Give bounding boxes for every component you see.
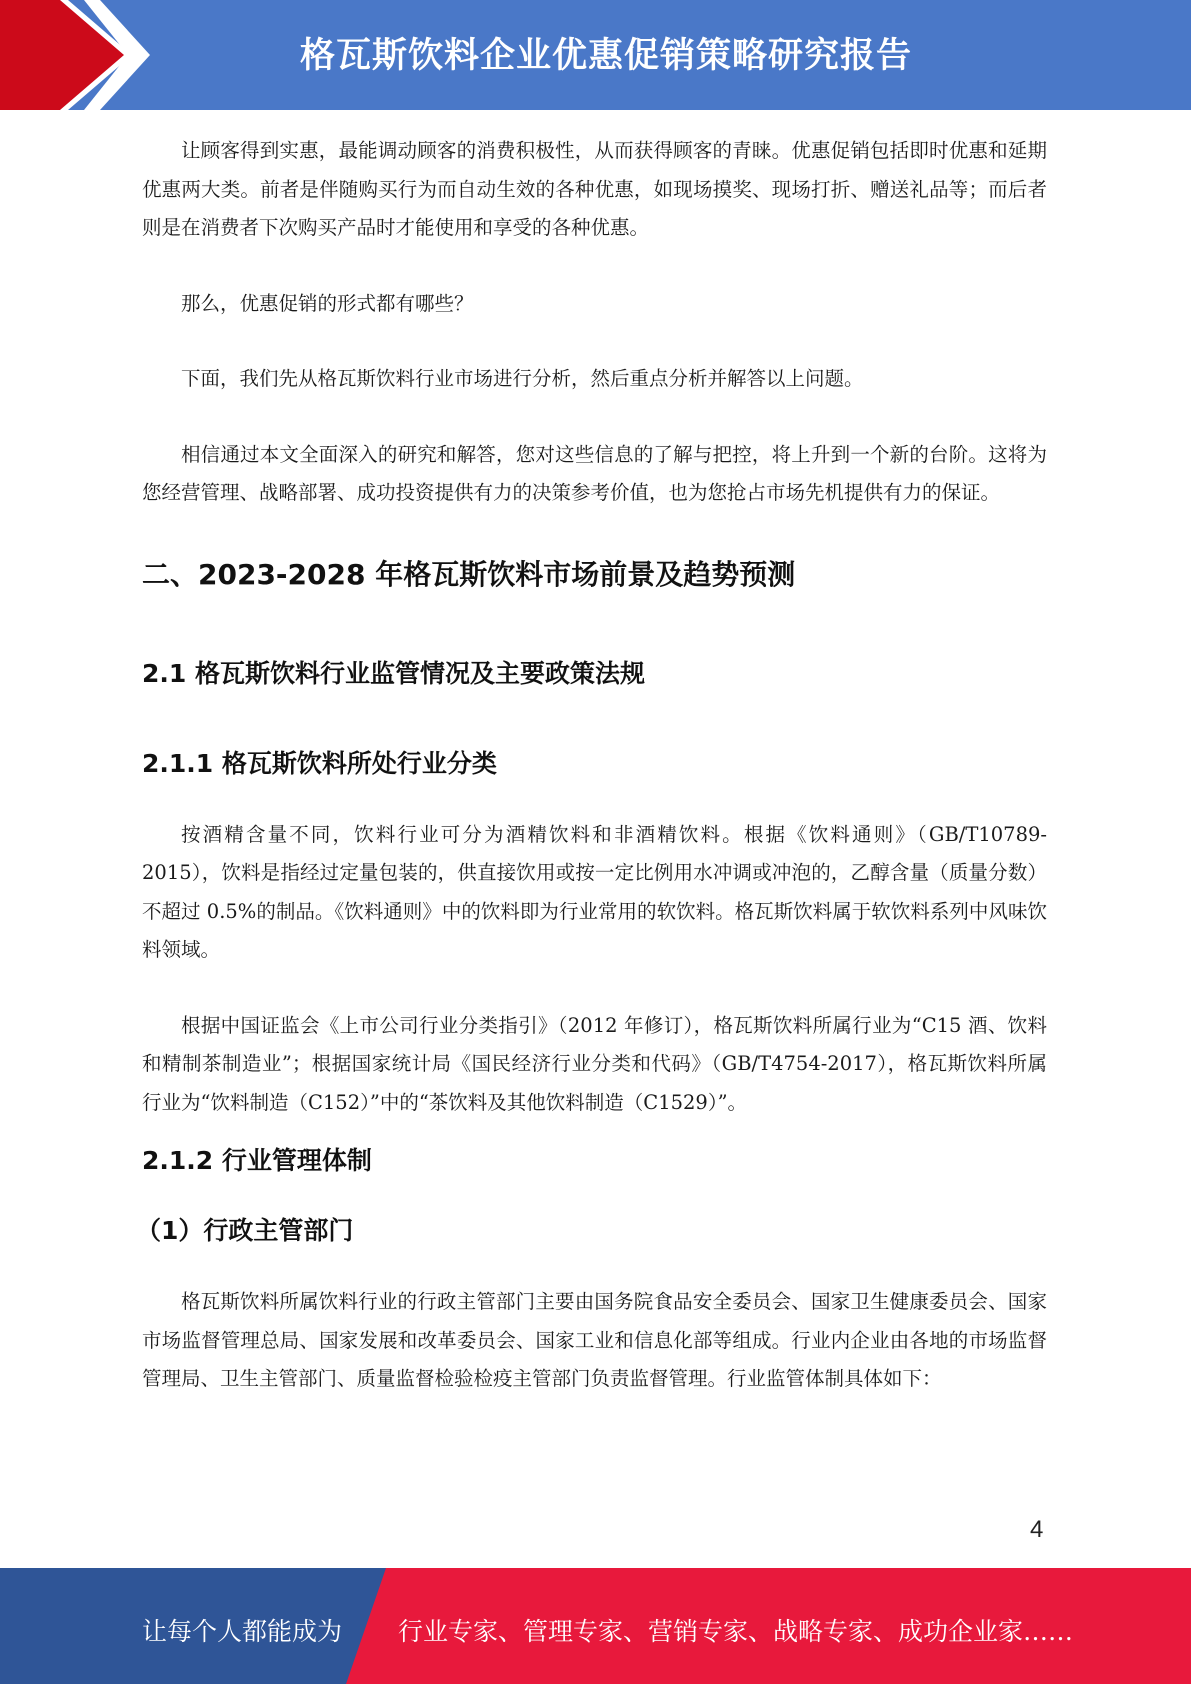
paragraph-regulators: 格瓦斯饮料所属饮料行业的行政主管部门主要由国务院食品安全委员会、国家卫生健康委员会、国家市场监督管理总局、国家发展和改革委员会、国家工业和信息化部等组成。行业内企业由各地的市场监督管理局、卫生主管部门、质量监督检验检疫主管部门负责监督管理。行业监管体制具体如下： xyxy=(142,1290,1047,1390)
subsection-heading-2-1-2: 2.1.2 行业管理体制 xyxy=(142,1146,372,1175)
section-heading-2: 二、2023-2028 年格瓦斯饮料市场前景及趋势预测 xyxy=(142,557,796,591)
page-number: 4 xyxy=(1030,1516,1044,1543)
paragraph-value: 相信通过本文全面深入的研究和解答，您对这些信息的了解与把控，将上升到一个新的台阶。这将为您经营管理、战略部署、成功投资提供有力的决策参考价值，也为您抢占市场先机提供有力的保证。 xyxy=(142,442,1047,504)
document-body xyxy=(136,132,1047,1399)
subsection-heading-2-1-1: 2.1.1 格瓦斯饮料所处行业分类 xyxy=(142,748,497,778)
header-title: 格瓦斯饮料企业优惠促销策略研究报告 xyxy=(300,36,913,76)
page-header xyxy=(0,0,1191,110)
paragraph-industry-code: 根据中国证监会《上市公司行业分类指引》（2012 年修订），格瓦斯饮料所属行业为“C15 酒、饮料和精制茶制造业”；根据国家统计局《国民经济行业分类和代码》（GB/T4754-2017），格瓦斯饮料所属行业为“饮料制造（C152）”中的“茶饮料及其他饮料制造（C1529）”。 xyxy=(142,1013,1047,1114)
footer-slogan-left: 让每个人都能成为 xyxy=(142,1617,343,1646)
subsection-heading-2-1: 2.1 格瓦斯饮料行业监管情况及主要政策法规 xyxy=(142,658,645,688)
paragraph-classification: 按酒精含量不同，饮料行业可分为酒精饮料和非酒精饮料。根据《饮料通则》（GB/T10789-2015），饮料是指经过定量包装的，供直接饮用或按一定比例用水冲调或冲泡的，乙醇含量（质量分数）不超过 0.5%的制品。《饮料通则》中的饮料即为行业常用的软饮料。格瓦斯饮料属于软饮料系列中风味饮料领域。 xyxy=(142,822,1047,961)
page-footer xyxy=(0,1568,1191,1684)
paragraph-question: 那么，优惠促销的形式都有哪些？ xyxy=(181,291,474,315)
footer-slogan-right: 行业专家、管理专家、营销专家、战略专家、成功企业家…… xyxy=(398,1617,1074,1646)
paragraph-analysis-plan: 下面，我们先从格瓦斯饮料行业市场进行分析，然后重点分析并解答以上问题。 xyxy=(181,367,864,390)
heading-administrative-dept: （1）行政主管部门 xyxy=(136,1216,354,1245)
paragraph-promotion-intro: 让顾客得到实惠，最能调动顾客的消费积极性，从而获得顾客的青睐。优惠促销包括即时优惠和延期优惠两大类。前者是伴随购买行为而自动生效的各种优惠，如现场摸奖、现场打折、赠送礼品等；而后者则是在消费者下次购买产品时才能使用和享受的各种优惠。 xyxy=(142,139,1047,239)
